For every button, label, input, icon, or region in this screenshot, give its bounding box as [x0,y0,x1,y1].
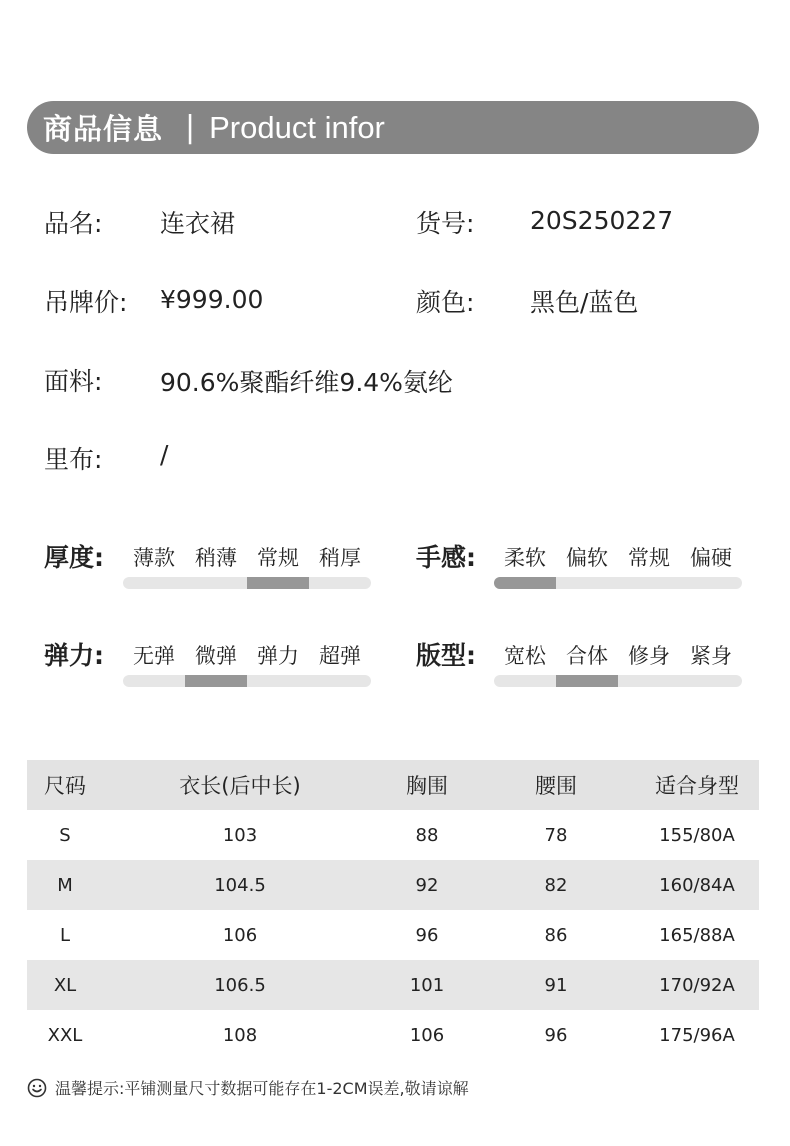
thickness-option: 常规 [257,546,299,570]
header-body-type: 适合身型 [655,774,739,798]
thickness-option: 薄款 [133,546,175,570]
lining-label: 里布: [44,445,103,474]
smile-icon [27,1078,47,1098]
hand-feel-option: 偏硬 [690,546,732,570]
thickness-title: 厚度: [44,543,104,572]
cell-length: 106.5 [214,974,266,996]
header-size: 尺码 [44,774,86,798]
cell-bust: 106 [409,1024,445,1046]
cell-bust: 96 [415,924,439,946]
table-row [27,910,759,960]
header-title-cn: 商品信息 [43,112,164,146]
cell-waist: 86 [544,924,568,946]
cell-waist: 78 [544,824,568,846]
elasticity-option: 无弹 [133,644,175,668]
cell-body-type: 160/84A [659,874,735,896]
fit-option: 紧身 [690,644,732,668]
color-value: 黑色/蓝色 [530,288,639,317]
thickness-scale [123,577,371,589]
table-header-row [27,760,759,810]
header-title-en: Product infor [209,109,385,145]
cell-bust: 92 [415,874,439,896]
cell-waist: 82 [544,874,568,896]
elasticity-option: 超弹 [319,644,361,668]
table-row [27,860,759,910]
fit-option: 宽松 [504,644,546,668]
table-row [27,810,759,860]
cell-size: M [57,874,73,896]
cell-bust: 101 [409,974,445,996]
hand-feel-option: 偏软 [566,546,608,570]
fit-option: 修身 [628,644,670,668]
cell-size: XXL [47,1024,83,1046]
cell-length: 104.5 [214,874,266,896]
elasticity-option: 弹力 [257,644,299,668]
hand-feel-scale [494,577,742,589]
cell-bust: 88 [415,824,439,846]
fit-title: 版型: [416,641,476,670]
fit-scale-indicator [556,675,618,687]
name-label: 品名: [44,209,103,238]
cell-length: 108 [222,1024,258,1046]
thickness-options [123,542,371,572]
cell-length: 103 [222,824,258,846]
fit-options [494,640,742,670]
cell-waist: 96 [544,1024,568,1046]
tip-text: 温馨提示:平铺测量尺寸数据可能存在1-2CM误差,敬请谅解 [55,1079,469,1098]
fit-option: 合体 [566,644,608,668]
elasticity-options [123,640,371,670]
header-separator: | [185,110,196,145]
lining-value: / [160,440,169,469]
measurement-tip [27,1076,469,1099]
cell-body-type: 165/88A [659,924,735,946]
name-value: 连衣裙 [160,209,236,238]
cell-length: 106 [222,924,258,946]
header-waist: 腰围 [535,774,577,798]
table-row [27,960,759,1010]
cell-body-type: 170/92A [659,974,735,996]
thickness-scale-indicator [247,577,309,589]
fabric-label: 面料: [44,367,103,396]
sku-label: 货号: [416,209,475,238]
elasticity-scale-indicator [185,675,247,687]
price-label: 吊牌价: [44,288,128,317]
section-header [27,101,759,154]
fit-scale [494,675,742,687]
header-length: 衣长(后中长) [179,774,301,798]
cell-body-type: 155/80A [659,824,735,846]
fabric-value: 90.6%聚酯纤维9.4%氨纶 [160,368,453,397]
hand-feel-option: 常规 [628,546,670,570]
hand-feel-options [494,542,742,572]
hand-feel-scale-indicator [494,577,556,589]
header-bust: 胸围 [406,774,448,798]
cell-size: XL [53,974,77,996]
price-value: ¥999.00 [160,285,264,314]
hand-feel-option: 柔软 [504,546,546,570]
hand-feel-title: 手感: [416,543,476,572]
elasticity-option: 微弹 [195,644,237,668]
elasticity-scale [123,675,371,687]
thickness-option: 稍厚 [319,546,361,570]
cell-size: L [59,924,71,946]
cell-body-type: 175/96A [659,1024,735,1046]
cell-waist: 91 [544,974,568,996]
color-label: 颜色: [416,288,475,317]
elasticity-title: 弹力: [44,641,104,670]
table-row [27,1010,759,1060]
sku-value: 20S250227 [530,206,674,235]
size-table [27,760,759,1060]
thickness-option: 稍薄 [195,546,237,570]
cell-size: S [59,824,71,846]
